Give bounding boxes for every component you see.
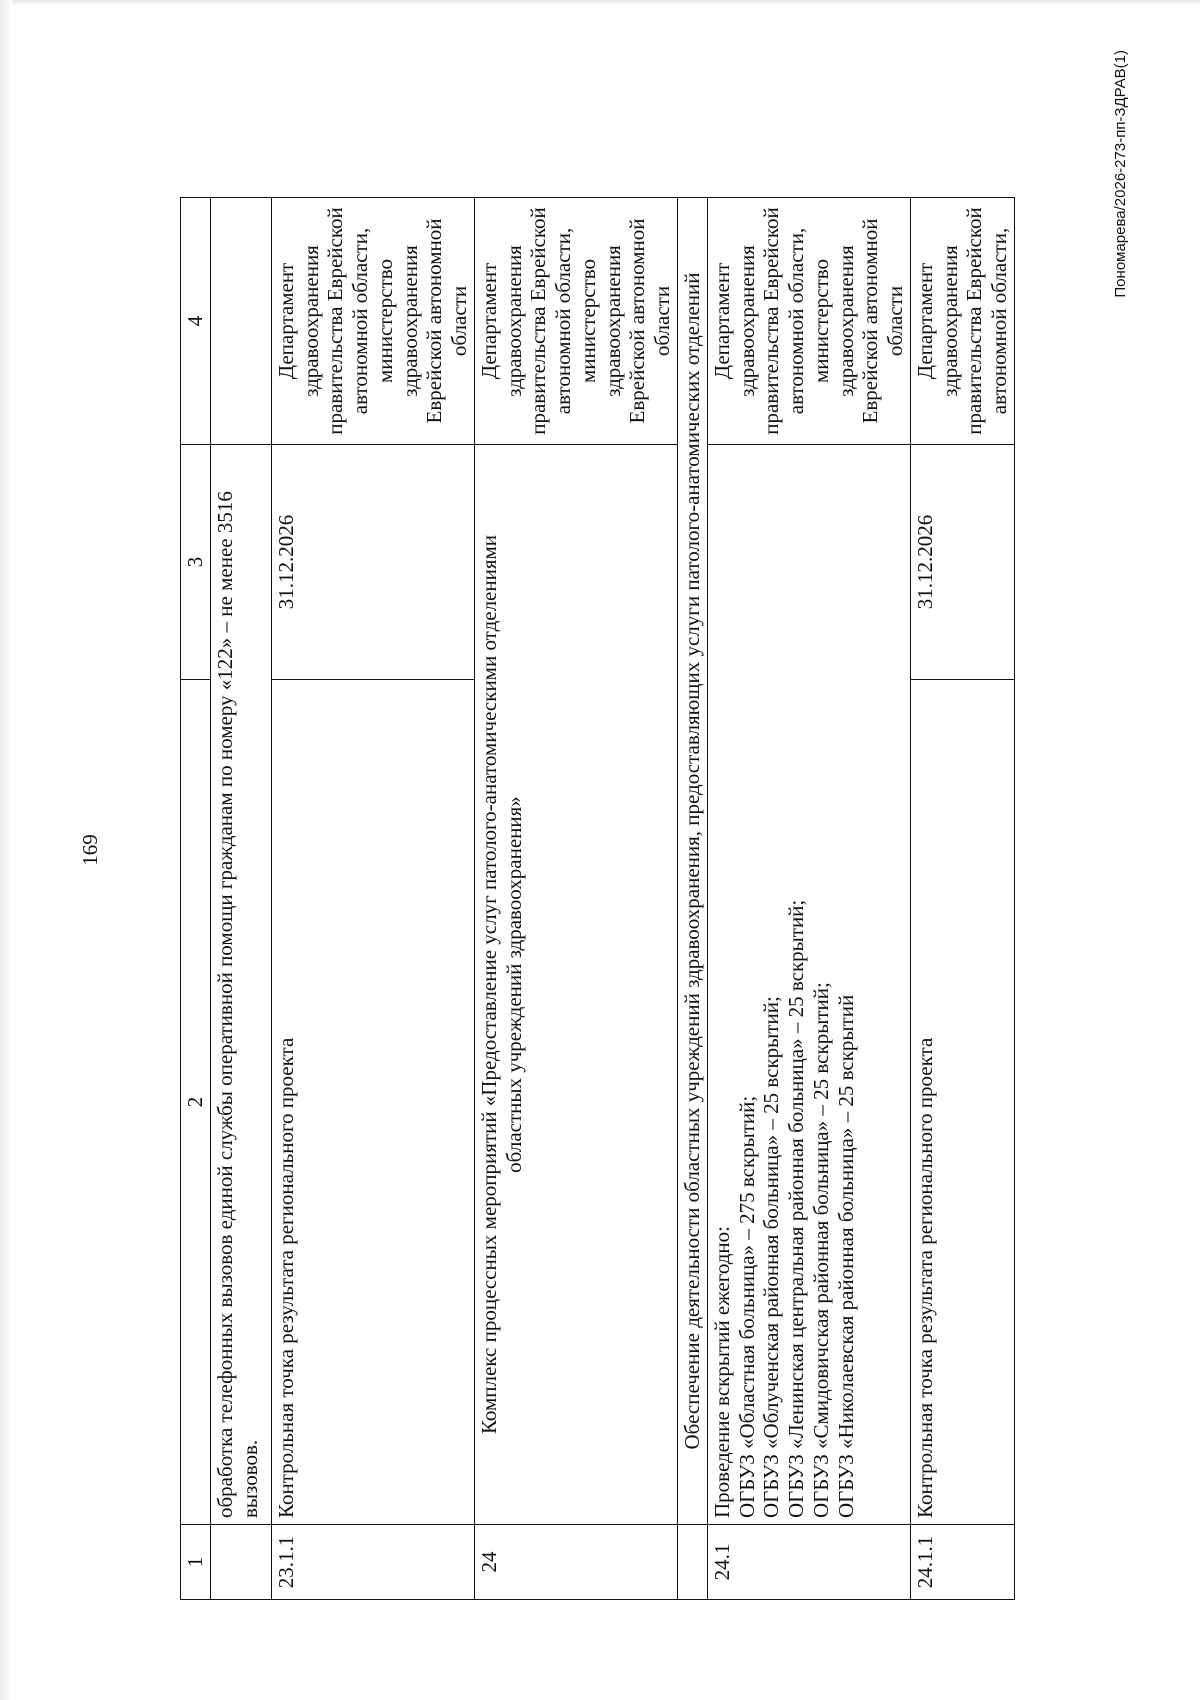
row-number: 24 bbox=[474, 1525, 677, 1600]
row-responsible: Департамент здравоохранения правительства Еврейской автономной области, bbox=[910, 198, 1014, 445]
row-number: 23.1.1 bbox=[271, 1525, 474, 1600]
row-description: Проведение вскрытий ежегодно: ОГБУЗ «Областная больница» – 275 вскрытий; ОГБУЗ «Облученская районная больница» – 25 вскрытий; ОГБУЗ «Ленинская центральная районная больница» – 25 вскрытий; ОГБУЗ «Смидовичская районная больница» – 25 вскрытий; ОГБУЗ «Николаевская районная больница» – 25 вскрытий bbox=[707, 445, 910, 1525]
header-col-2: 2 bbox=[181, 680, 211, 1525]
section-heading: Обеспечение деятельности областных учреждений здравоохранения, предоставляющих услуги патолого-анатомических отделений bbox=[678, 198, 708, 1525]
row-number bbox=[210, 1525, 271, 1600]
table-row bbox=[271, 198, 474, 1600]
header-col-1: 1 bbox=[181, 1525, 211, 1600]
page-number: 169 bbox=[78, 834, 102, 866]
header-col-3: 3 bbox=[181, 445, 211, 680]
row-description: Контрольная точка результата регионального проекта bbox=[271, 680, 474, 1525]
row-number bbox=[678, 1525, 708, 1600]
row-number: 24.1 bbox=[707, 1525, 910, 1600]
table-row bbox=[474, 198, 677, 1600]
row-description: обработка телефонных вызовов единой службы оперативной помощи гражданам по номеру «122» – не менее 3516 вызовов. bbox=[210, 445, 271, 1525]
row-responsible: Департамент здравоохранения правительства Еврейской автономной области, министерство здравоохранения Еврейской автономной области bbox=[707, 198, 910, 445]
table-row bbox=[678, 198, 708, 1600]
table-row bbox=[707, 198, 910, 1600]
header-col-4: 4 bbox=[181, 198, 211, 445]
row-description: Комплекс процессных мероприятий «Предоставление услуг патолого-анатомическими отделениями областных учреждений здравоохранения» bbox=[474, 445, 677, 1525]
row-date: 31.12.2026 bbox=[271, 445, 474, 680]
row-responsible: Департамент здравоохранения правительства Еврейской автономной области, министерство здравоохранения Еврейской автономной области bbox=[474, 198, 677, 445]
row-description: Контрольная точка результата регионального проекта bbox=[910, 680, 1014, 1525]
row-responsible bbox=[210, 198, 271, 445]
row-number: 24.1.1 bbox=[910, 1525, 1014, 1600]
table-row bbox=[210, 198, 271, 1600]
row-responsible: Департамент здравоохранения правительства Еврейской автономной области, министерство здравоохранения Еврейской автономной области bbox=[271, 198, 474, 445]
plan-table bbox=[180, 197, 1015, 1600]
table-row bbox=[910, 198, 1014, 1600]
document-code: Пономарева/2026-273-пп-ЗДРАВ(1) bbox=[1112, 50, 1129, 298]
table-header-row bbox=[181, 198, 211, 1600]
row-date: 31.12.2026 bbox=[910, 445, 1014, 680]
